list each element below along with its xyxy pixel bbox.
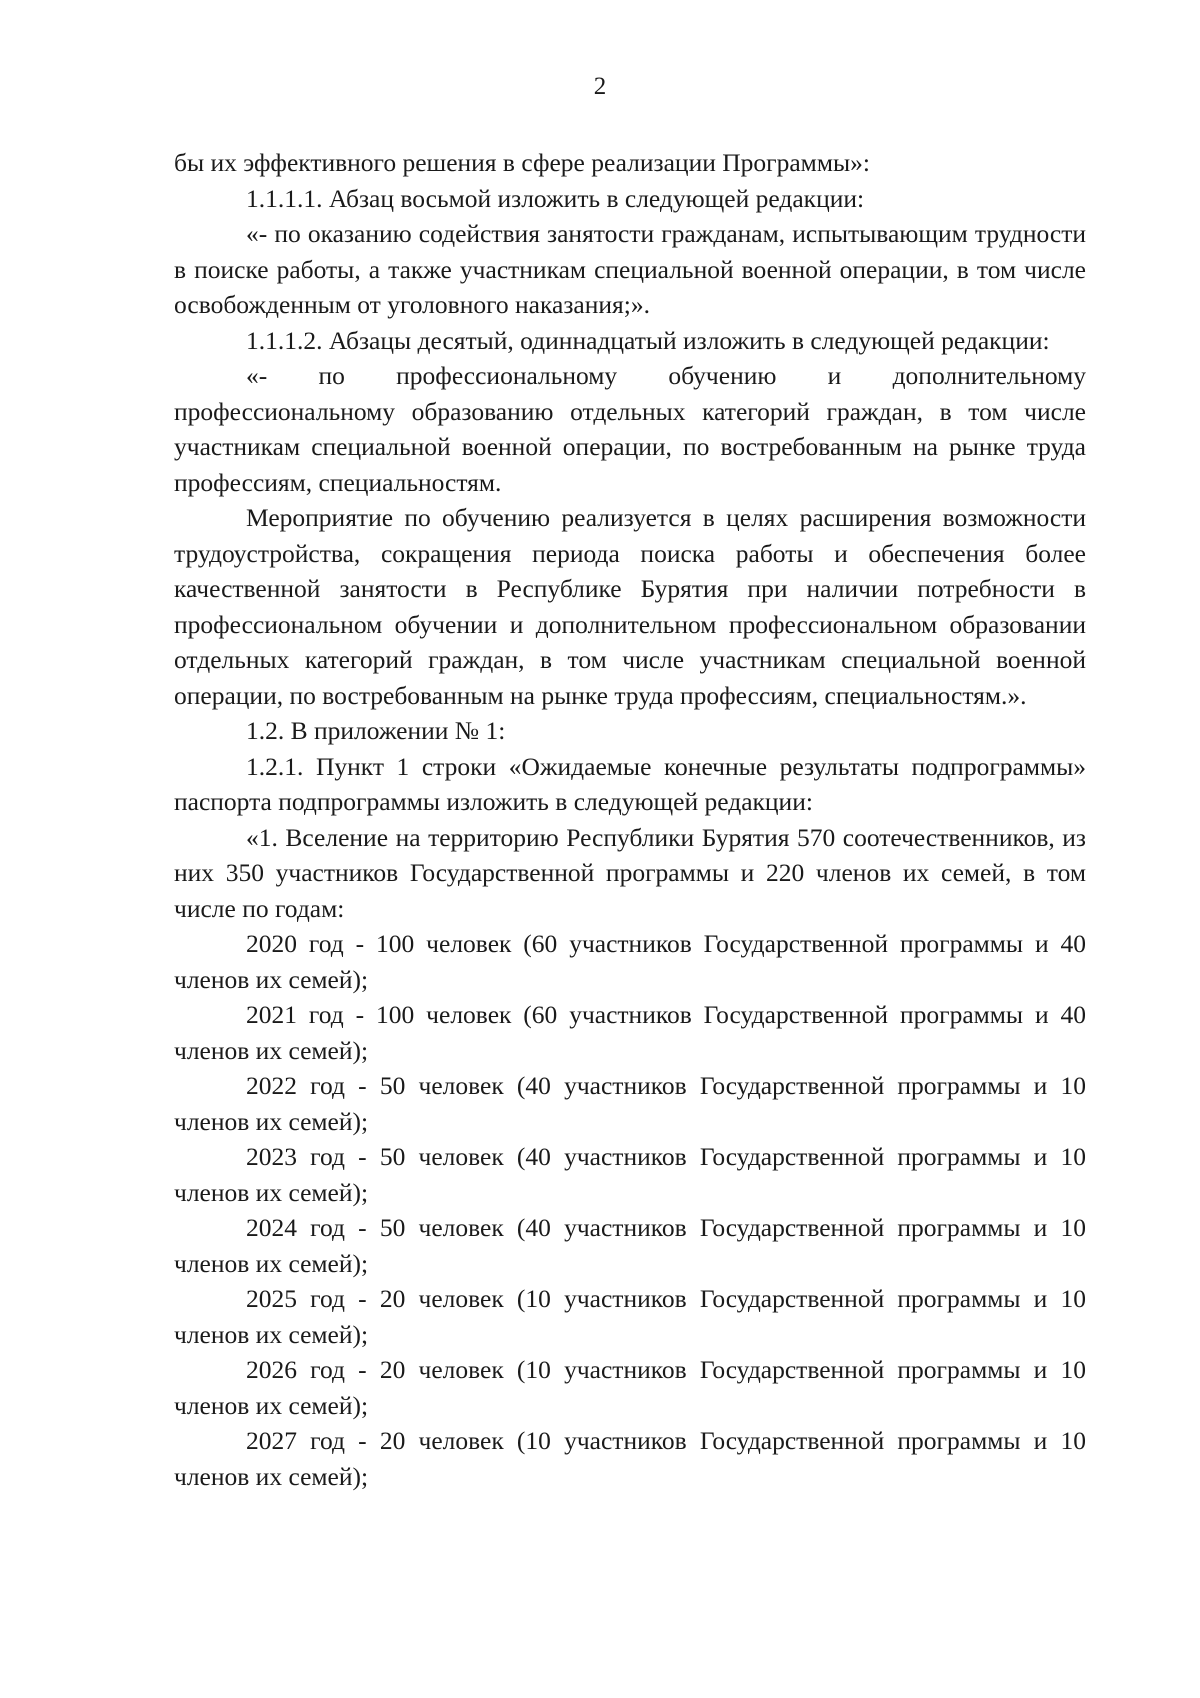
- paragraph: 2020 год - 100 человек (60 участников Государственной программы и 40 членов их семей);: [174, 929, 1086, 994]
- paragraph: 1.2. В приложении № 1:: [246, 716, 506, 745]
- document-body: [174, 145, 1086, 1494]
- paragraph: 2024 год - 50 человек (40 участников Государственной программы и 10 членов их семей);: [174, 1213, 1086, 1278]
- paragraph: «1. Вселение на территорию Республики Бурятия 570 соотечественников, из них 350 участников Государственной программы и 220 членов их семей, в том числе по годам:: [174, 822, 1086, 923]
- paragraph: 1.1.1.2. Абзацы десятый, одиннадцатый изложить в следующей редакции:: [246, 325, 1050, 355]
- paragraph: «- по оказанию содействия занятости гражданам, испытывающим трудности в поиске работы, а также участникам специальной военной операции, в том числе освобожденным от уголовного наказания;».: [174, 219, 1086, 319]
- paragraph: 1.1.1.1. Абзац восьмой изложить в следующей редакции:: [246, 183, 865, 213]
- page-number: 2: [593, 73, 607, 100]
- paragraph: Мероприятие по обучению реализуется в целях расширения возможности трудоустройства, сокращения периода поиска работы и обеспечения более качественной занятости в Республике Бурятия при наличии потребности в профессиональном обучении и дополнительном профессиональном образовании отдельных категорий граждан, в том числе участникам специальной военной операции, по востребованным на рынке труда профессиям, специальностям.».: [174, 503, 1086, 710]
- paragraph: 2027 год - 20 человек (10 участников Государственной программы и 10 членов их семей);: [174, 1426, 1086, 1491]
- paragraph: 1.2.1. Пункт 1 строки «Ожидаемые конечные результаты подпрограммы» паспорта подпрограммы изложить в следующей редакции:: [174, 751, 1086, 816]
- paragraph: бы их эффективного решения в сфере реализации Программы»:: [174, 148, 870, 177]
- paragraph: 2021 год - 100 человек (60 участников Государственной программы и 40 членов их семей);: [174, 1000, 1086, 1065]
- paragraph: 2022 год - 50 человек (40 участников Государственной программы и 10 членов их семей);: [174, 1071, 1086, 1136]
- paragraph: «- по профессиональному обучению и дополнительному профессиональному образованию отдельных категорий граждан, в том числе участникам специальной военной операции, по востребованным на рынке труда профессиям, специальностям.: [174, 361, 1086, 497]
- paragraph: 2025 год - 20 человек (10 участников Государственной программы и 10 членов их семей);: [174, 1284, 1086, 1349]
- paragraph: 2026 год - 20 человек (10 участников Государственной программы и 10 членов их семей);: [174, 1355, 1086, 1420]
- paragraph: 2023 год - 50 человек (40 участников Государственной программы и 10 членов их семей);: [174, 1142, 1086, 1207]
